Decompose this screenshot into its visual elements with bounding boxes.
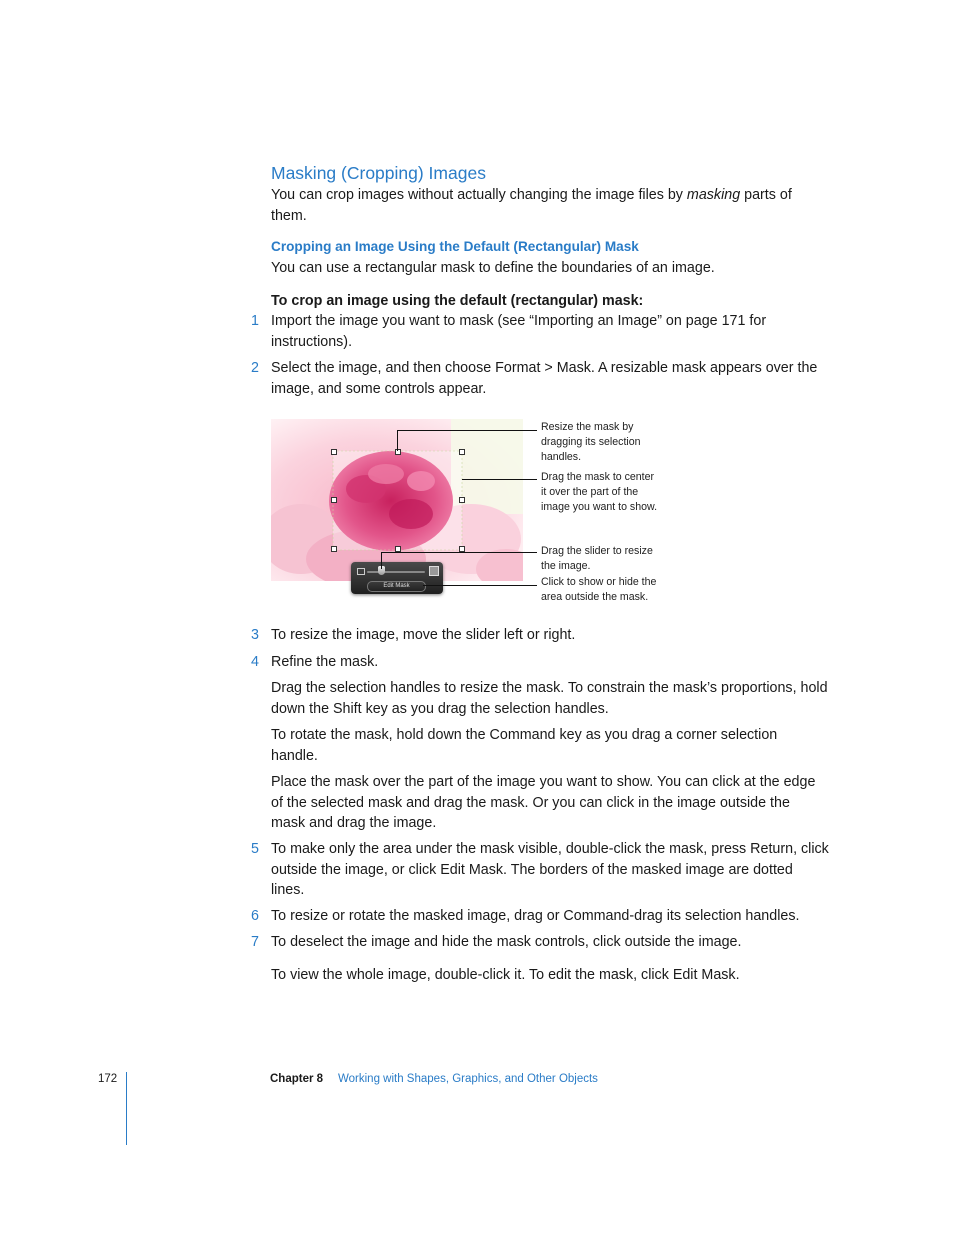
mask-handle-bottom-left[interactable] [331,546,337,552]
step-number: 7 [251,934,259,950]
step-number: 6 [251,908,259,924]
sub-intro: You can use a rectangular mask to define the boundaries of an image. [271,260,715,276]
callout-leader [381,552,382,569]
step4-paragraph: To rotate the mask, hold down the Command key as you drag a corner selection handle. [271,727,778,764]
step-number: 2 [251,360,259,376]
mask-handle-top-right[interactable] [459,449,465,455]
mask-handle-top-middle[interactable] [395,449,401,455]
callout-slider: Drag the slider to resize the image. [541,545,653,572]
callout-leader [397,430,398,451]
step-text: To make only the area under the mask visible, double-click the mask, press Return, click outside the image, or click Edit Mask. The borders of the masked image are dotted lines. [271,841,829,898]
subsection-heading: Cropping an Image Using the Default (Rectangular) Mask [271,239,639,254]
step-number: 4 [251,654,259,670]
callout-leader [381,552,537,553]
step-text: To resize or rotate the masked image, drag or Command-drag its selection handles. [271,908,800,924]
callout-drag-mask: Drag the mask to center it over the part of the image you want to show. [541,471,658,513]
step-number: 5 [251,841,259,857]
mask-handle-right-middle[interactable] [459,497,465,503]
large-image-icon [429,566,439,576]
callout-leader [462,479,537,480]
footer-chapter-title: Working with Shapes, Graphics, and Other Objects [338,1073,598,1085]
step-text: Refine the mask. [271,654,379,670]
step-text: Import the image you want to mask (see “Importing an Image” on page 171 for instructions). [271,313,767,350]
mask-controls-panel [351,562,443,594]
step-text: Select the image, and then choose Format > Mask. A resizable mask appears over the image, and some controls appear. [271,360,818,397]
callout-resize-mask: Resize the mask by dragging its selection handles. [541,421,641,463]
page-number: 172 [98,1073,118,1085]
footer-rule [126,1072,127,1145]
section-heading: Masking (Cropping) Images [271,163,486,183]
footer-chapter: Chapter 8 [270,1073,324,1085]
small-image-icon [357,568,365,575]
callout-edit-mask: Click to show or hide the area outside the mask. [541,576,657,603]
mask-handle-left-middle[interactable] [331,497,337,503]
mask-handle-top-left[interactable] [331,449,337,455]
edit-mask-button[interactable]: Edit Mask [367,581,426,592]
step-text: To resize the image, move the slider left or right. [271,627,576,643]
closing-paragraph: To view the whole image, double-click it. To edit the mask, click Edit Mask. [271,967,740,983]
resize-slider-track[interactable] [367,571,425,573]
step4-paragraph: Place the mask over the part of the image you want to show. You can click at the edge of the selected mask and drag the mask. Or you can click in the image outside the mask and drag the image. [271,774,816,831]
callout-leader [397,430,537,431]
step-text: To deselect the image and hide the mask controls, click outside the image. [271,934,742,950]
callout-leader [423,585,537,586]
step-number: 1 [251,313,259,329]
intro-paragraph: You can crop images without actually changing the image files by masking parts of them. [271,187,792,224]
task-lead: To crop an image using the default (rectangular) mask: [271,293,644,309]
step4-paragraph: Drag the selection handles to resize the mask. To constrain the mask’s proportions, hold down the Shift key as you drag the selection handles. [271,680,828,717]
step-number: 3 [251,627,259,643]
